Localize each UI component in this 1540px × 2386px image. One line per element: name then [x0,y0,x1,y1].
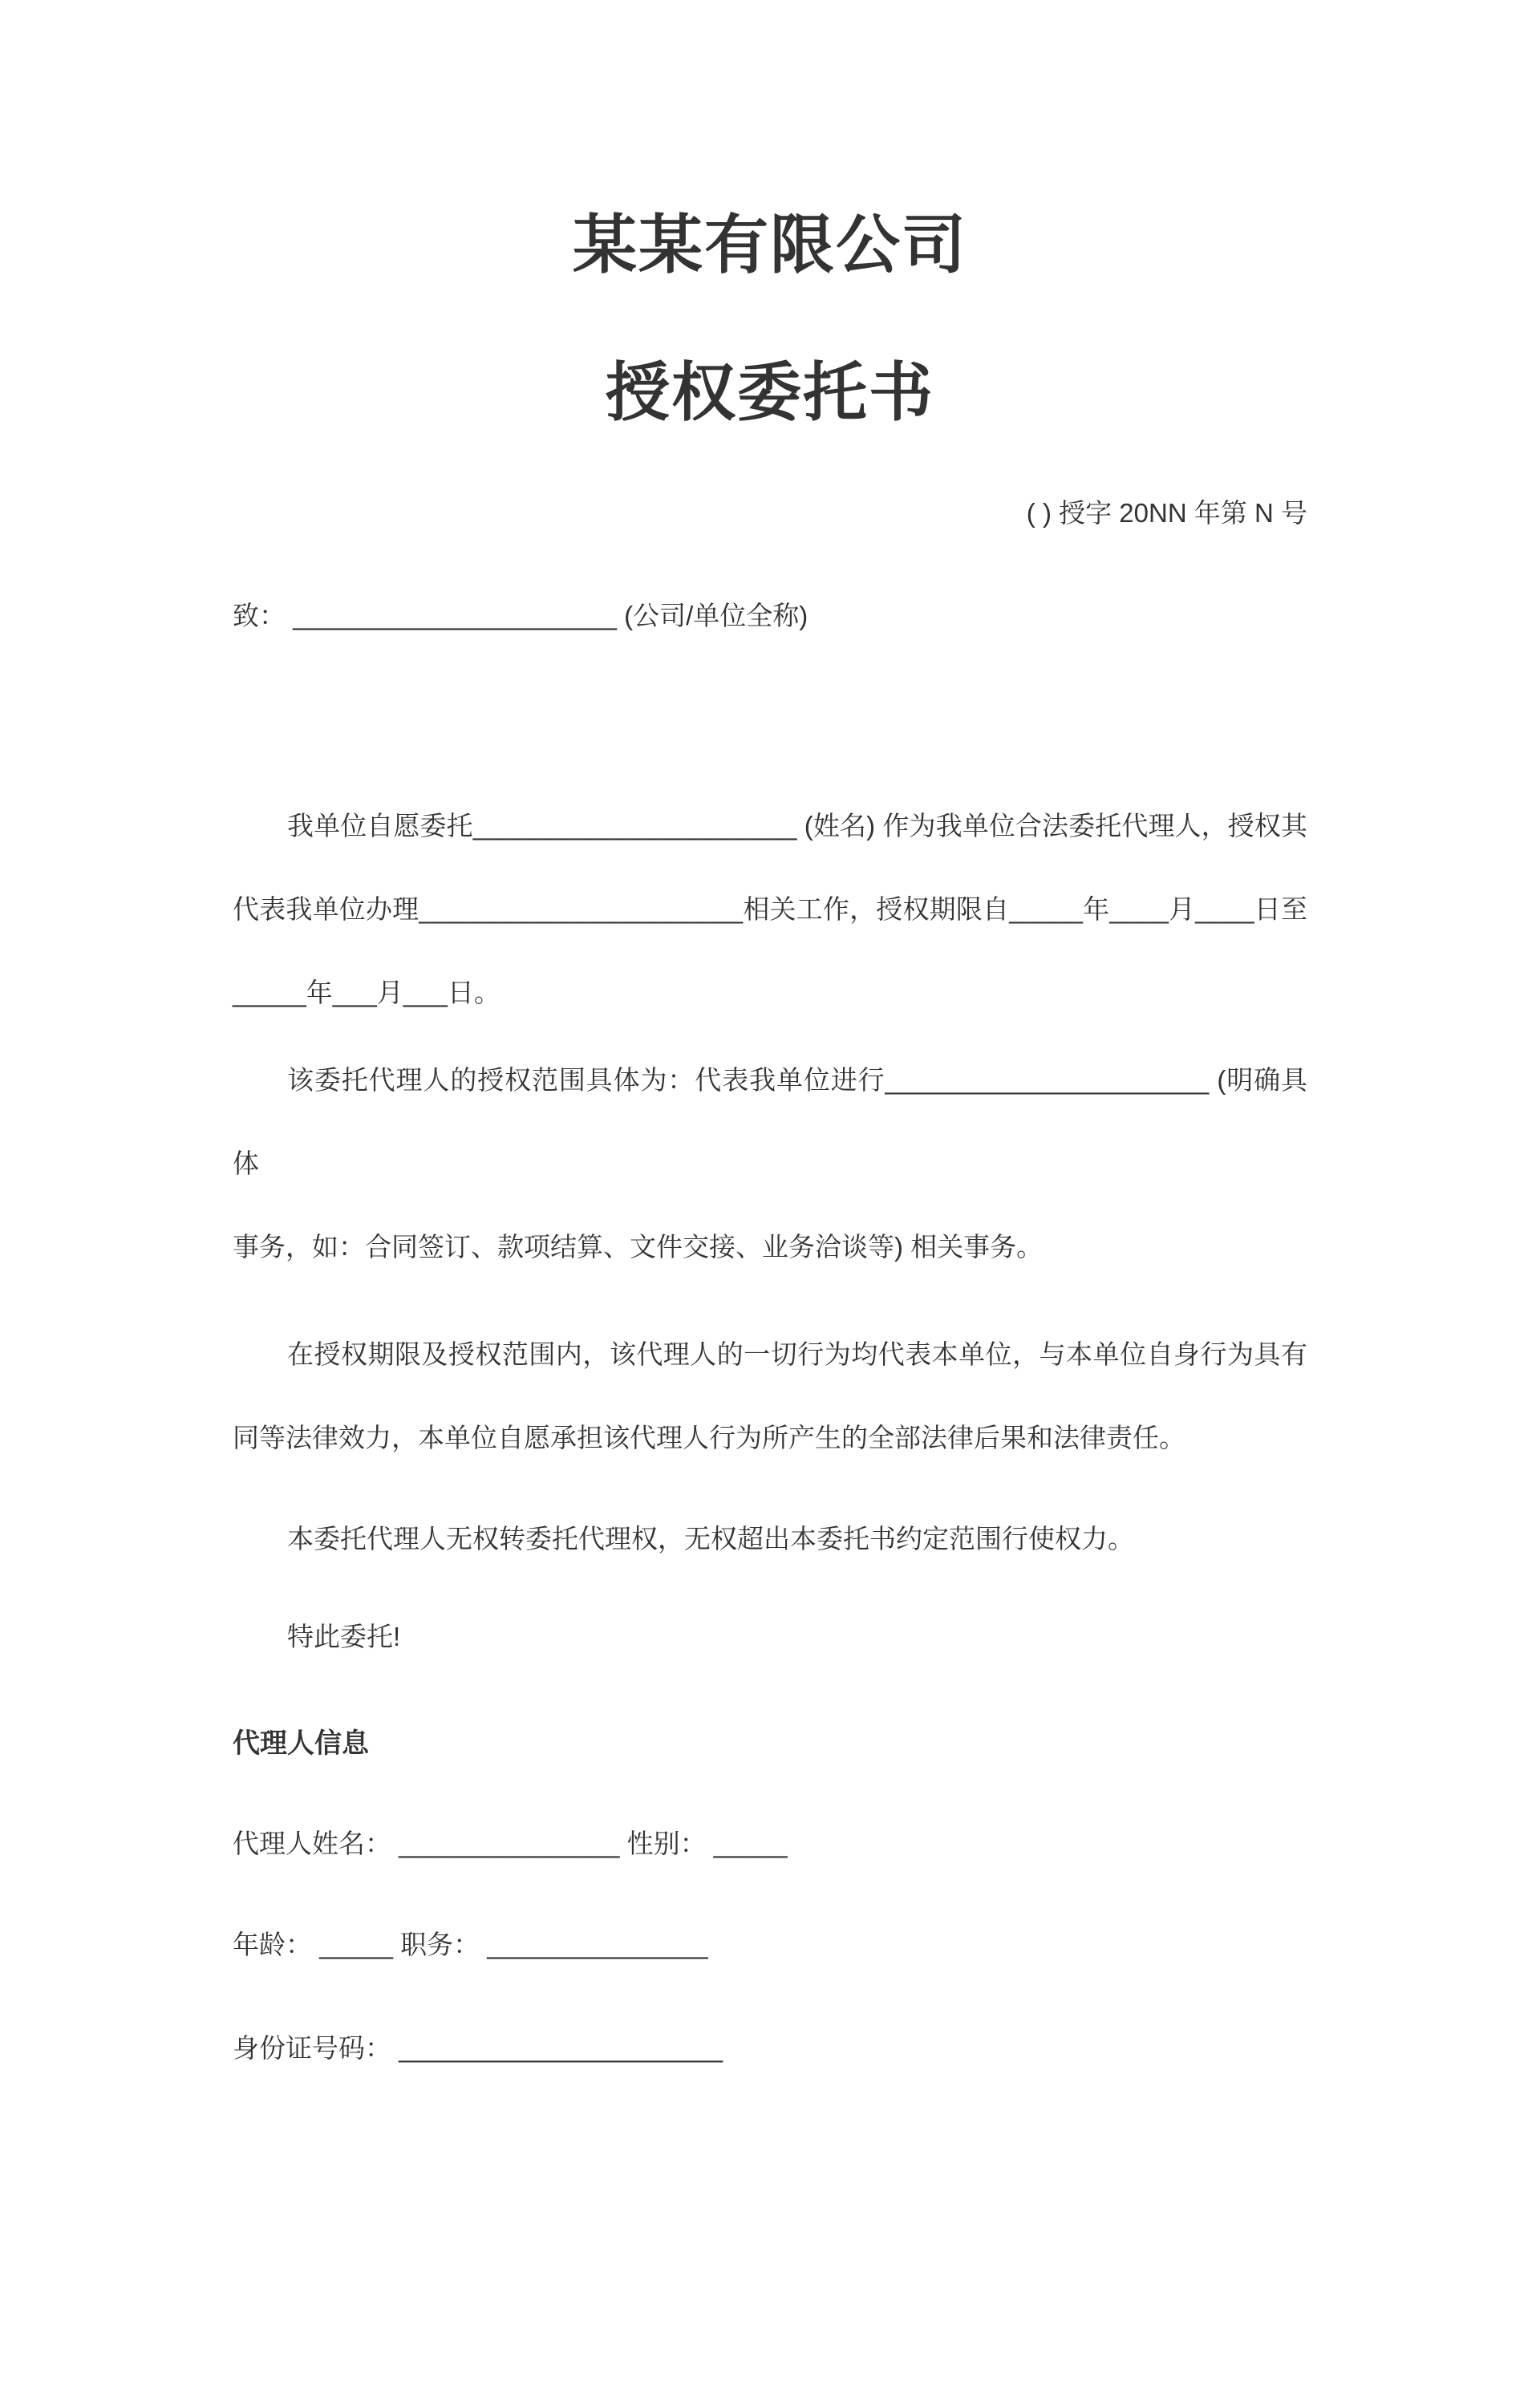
agent-id-number-line: 身份证号码： ______________________ [233,2033,723,2063]
body-paragraph-4: 本委托代理人无权转委托代理权，无权超出本委托书约定范围行使权力。 [287,1524,1134,1554]
addressee-line: 致： ______________________ (公司/单位全称) [233,601,808,630]
body-paragraph-1-line-1: 我单位自愿委托______________________ (姓名) 作为我单位合法委托代理人，授权其 [287,811,1307,841]
reference-number: ( ) 授字 20NN 年第 N 号 [1026,498,1307,528]
body-paragraph-3-line-2: 同等法律效力，本单位自愿承担该代理人行为所产生的全部法律后果和法律责任。 [233,1423,1185,1452]
closing-statement: 特此委托! [287,1622,401,1651]
body-paragraph-1-line-2: 代表我单位办理______________________相关工作，授权期限自_____年____月____日至 [233,894,1307,924]
document-page [0,209,1540,2386]
company-title: 某某有限公司 [573,209,967,281]
document-title: 授权委托书 [606,357,934,428]
body-paragraph-1-line-3: _____年___月___日。 [233,978,500,1007]
agent-info-heading: 代理人信息 [233,1728,369,1759]
body-paragraph-2-line-2: 事务，如：合同签订、款项结算、文件交接、业务洽谈等) 相关事务。 [233,1232,1044,1262]
agent-name-gender-line: 代理人姓名： _______________ 性别： _____ [233,1829,788,1858]
body-paragraph-2-line-1: 该委托代理人的授权范围具体为：代表我单位进行______________________ (明确具体 [233,1065,1307,1178]
body-paragraph-3-line-1: 在授权期限及授权范围内，该代理人的一切行为均代表本单位，与本单位自身行为具有 [287,1339,1307,1369]
agent-age-title-line: 年龄： _____ 职务： _______________ [233,1930,708,1959]
